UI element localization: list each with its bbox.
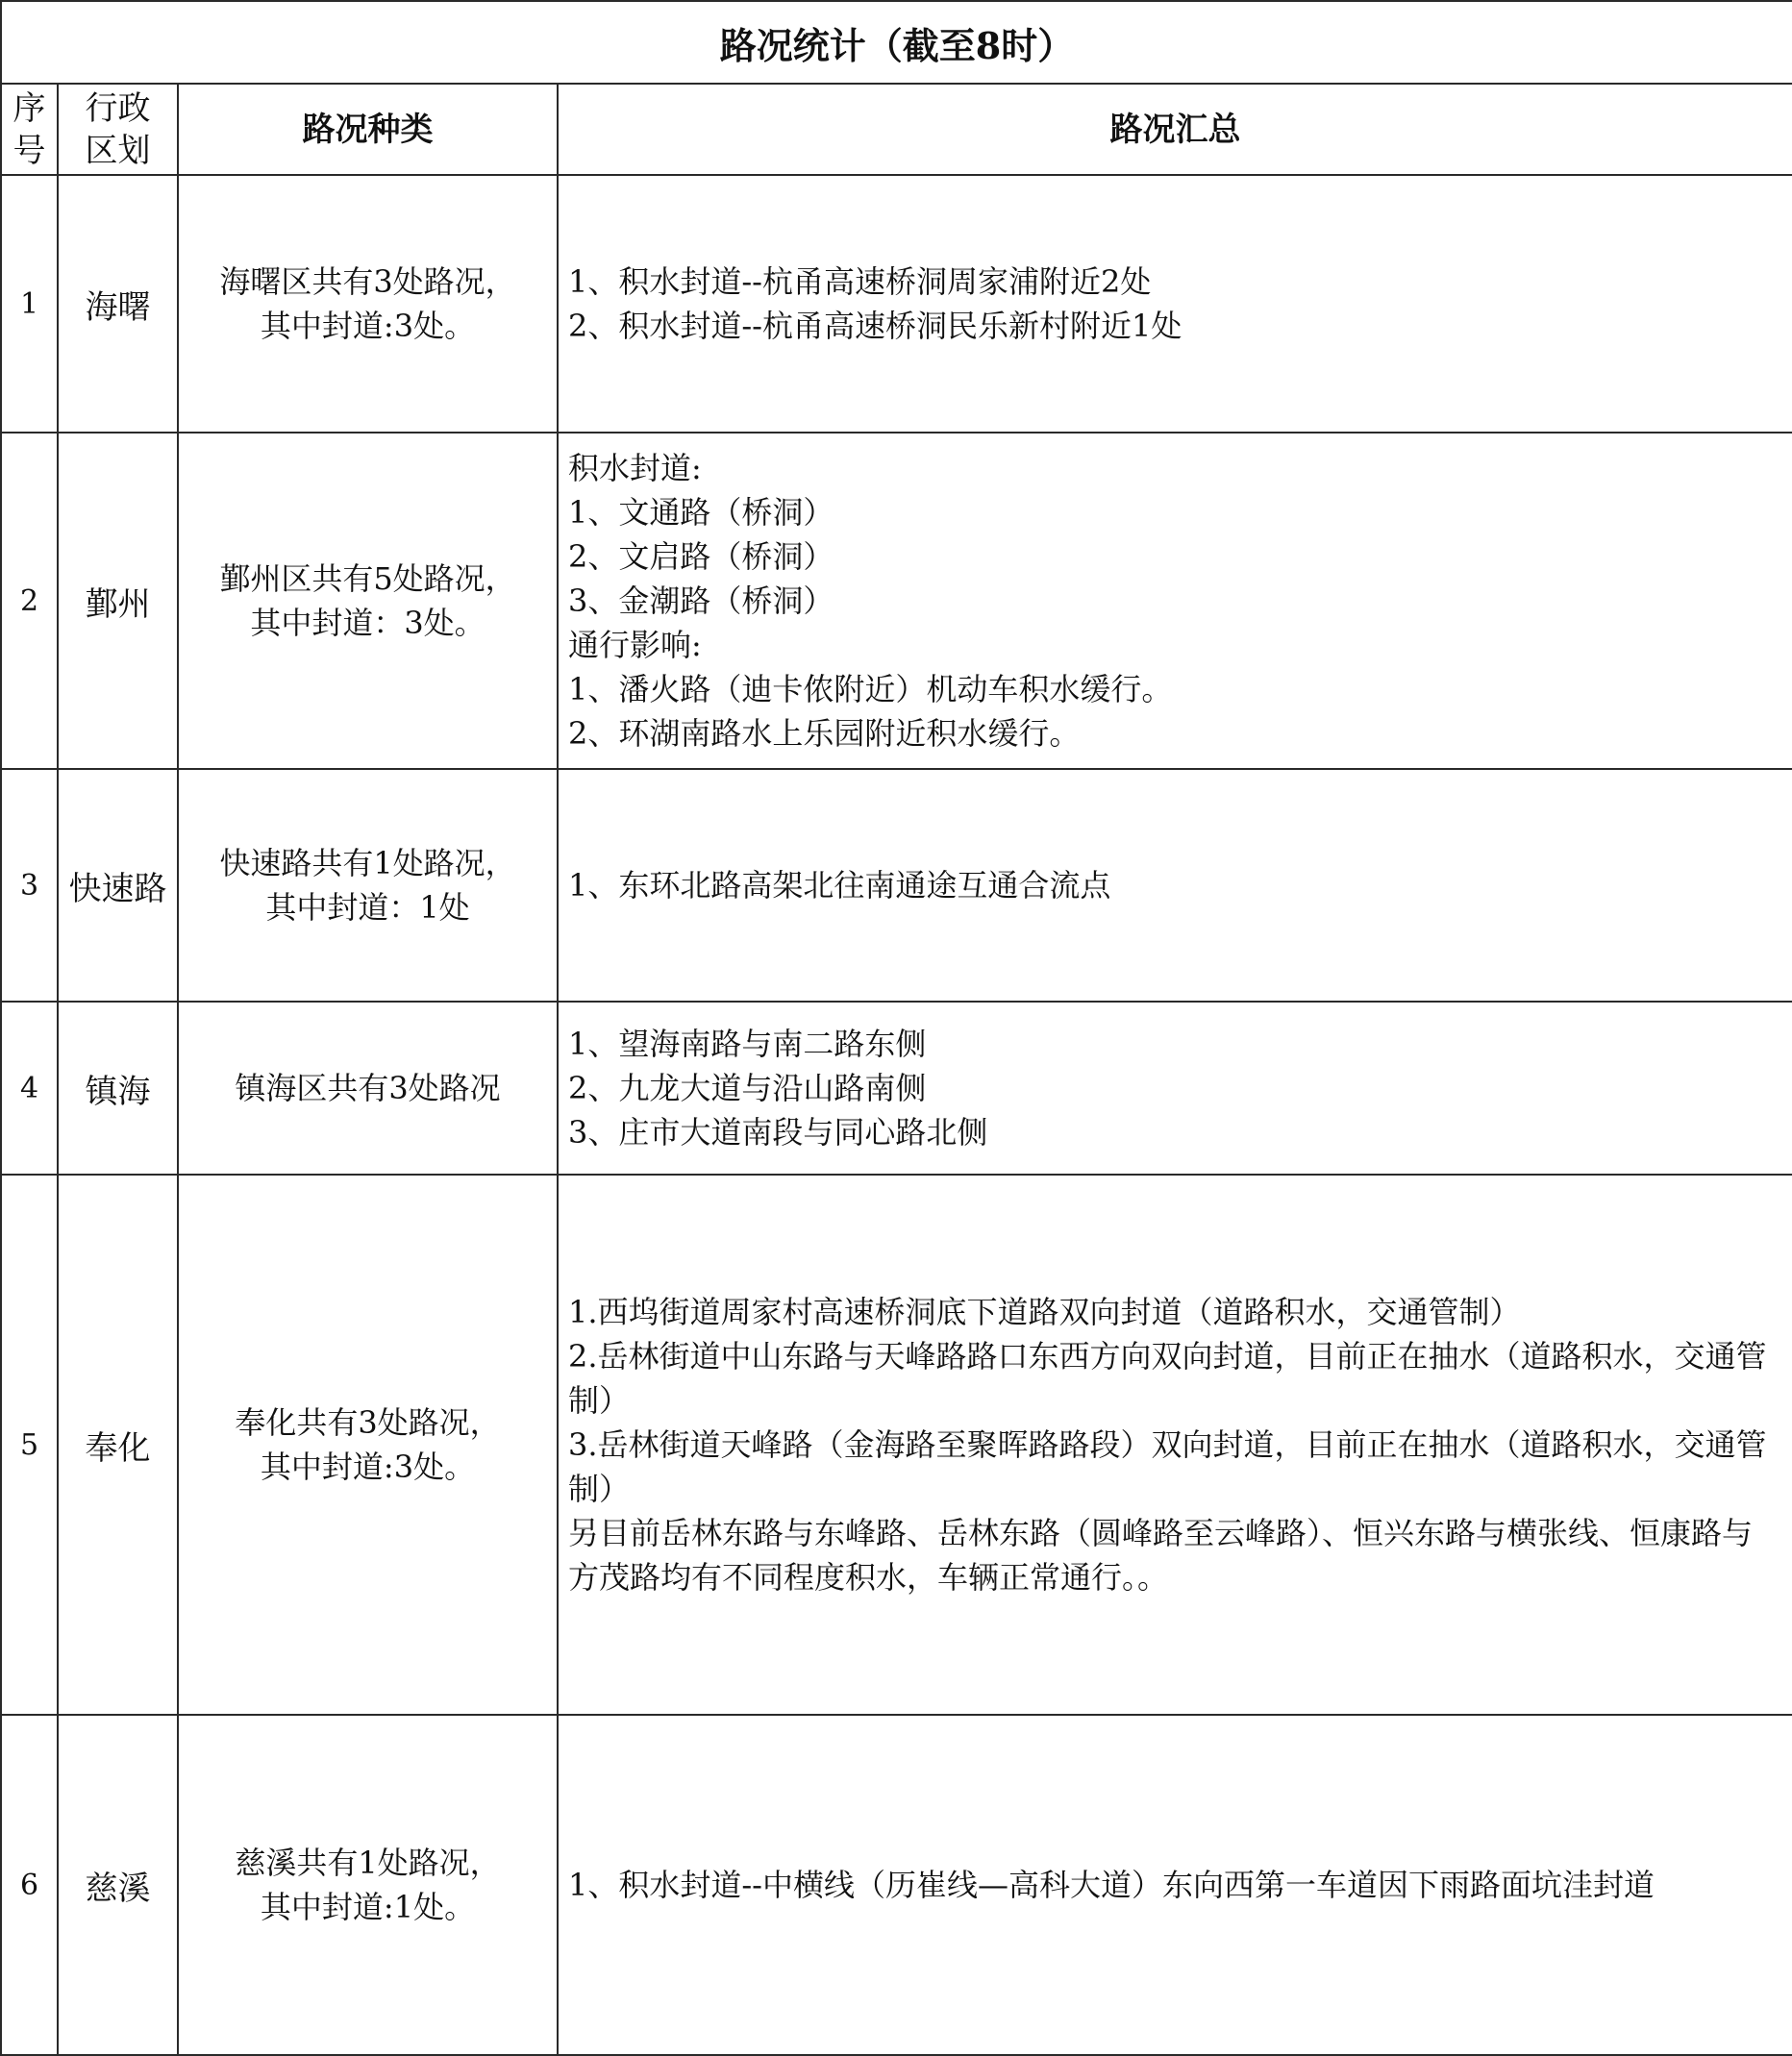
header-row: [1, 84, 1792, 175]
detail-line: 1.西坞街道周家村高速桥洞底下道路双向封道（道路积水，交通管制）: [568, 1294, 1521, 1330]
summary-line: 鄞州区共有5处路况，: [219, 560, 516, 597]
summary-line: 其中封道：3处。: [250, 605, 485, 641]
summary-line: 海曙区共有3处路况，: [219, 263, 516, 300]
row-district: 奉化: [58, 1175, 178, 1715]
header-district-line: 区划: [85, 131, 151, 170]
title-row: [1, 1, 1792, 84]
table-body: [1, 175, 1792, 2055]
table-row: [1, 175, 1792, 433]
summary-line: 慈溪共有1处路况，: [235, 1845, 501, 1881]
row-details: [558, 1002, 1792, 1175]
detail-line: 2、积水封道--杭甬高速桥洞民乐新村附近1处: [568, 308, 1182, 344]
row-index: 3: [1, 769, 58, 1002]
table-row: [1, 1715, 1792, 2055]
detail-line: 1、积水封道--杭甬高速桥洞周家浦附近2处: [568, 263, 1152, 300]
header-index-line: 序: [12, 88, 46, 128]
row-summary: [178, 1002, 558, 1175]
summary-line: 其中封道：1处: [265, 889, 470, 926]
header-district-line: 行政: [85, 88, 151, 128]
summary-line: 快速路共有1处路况，: [219, 845, 516, 881]
row-index: 5: [1, 1175, 58, 1715]
detail-line: 2、环湖南路水上乐园附近积水缓行。: [568, 715, 1081, 752]
table-row: [1, 433, 1792, 769]
row-details: [558, 175, 1792, 433]
row-district: 海曙: [58, 175, 178, 433]
detail-line: 3、庄市大道南段与同心路北侧: [568, 1114, 988, 1151]
row-district: 快速路: [58, 769, 178, 1002]
row-summary: [178, 175, 558, 433]
row-summary: [178, 1715, 558, 2055]
detail-line: 3、金潮路（桥洞）: [568, 582, 834, 619]
summary-line: 镇海区共有3处路况: [235, 1070, 501, 1106]
detail-line: 1、积水封道--中横线（历崔线—高科大道）东向西第一车道因下雨路面坑洼封道: [568, 1867, 1655, 1903]
header-summary: 路况汇总: [558, 84, 1792, 175]
detail-line: 1、潘火路（迪卡侬附近）机动车积水缓行。: [568, 671, 1173, 707]
header-index-line: 号: [12, 131, 46, 170]
summary-line: 奉化共有3处路况，: [235, 1404, 501, 1441]
detail-line: 积水封道:: [568, 450, 702, 486]
table-row: [1, 769, 1792, 1002]
row-details: [558, 1175, 1792, 1715]
row-summary: [178, 769, 558, 1002]
header-index: [1, 84, 58, 175]
row-district: 镇海: [58, 1002, 178, 1175]
detail-line: 3.岳林街道天峰路（金海路至聚晖路路段）双向封道，目前正在抽水（道路积水，交通管制）: [568, 1426, 1767, 1507]
detail-line: 2.岳林街道中山东路与天峰路路口东西方向双向封道，目前正在抽水（道路积水，交通管制）: [568, 1338, 1767, 1419]
summary-line: 其中封道:3处。: [260, 308, 476, 344]
row-summary: [178, 1175, 558, 1715]
row-summary: [178, 433, 558, 769]
detail-line: 2、文启路（桥洞）: [568, 538, 834, 575]
header-type: 路况种类: [178, 84, 558, 175]
row-details: [558, 769, 1792, 1002]
detail-line: 1、东环北路高架北往南通途互通合流点: [568, 867, 1111, 904]
table-row: [1, 1175, 1792, 1715]
row-index: 6: [1, 1715, 58, 2055]
row-district: 慈溪: [58, 1715, 178, 2055]
header-district: [58, 84, 178, 175]
detail-line: 1、望海南路与南二路东侧: [568, 1026, 927, 1062]
row-index: 1: [1, 175, 58, 433]
table-title: 路况统计（截至8时）: [1, 1, 1792, 84]
summary-line: 其中封道:3处。: [260, 1449, 476, 1485]
row-district: 鄞州: [58, 433, 178, 769]
row-details: [558, 1715, 1792, 2055]
row-index: 4: [1, 1002, 58, 1175]
detail-line: 通行影响:: [568, 627, 702, 663]
detail-line: 2、九龙大道与沿山路南侧: [568, 1070, 927, 1106]
detail-line: 1、文通路（桥洞）: [568, 494, 834, 531]
row-index: 2: [1, 433, 58, 769]
row-details: [558, 433, 1792, 769]
summary-line: 其中封道:1处。: [260, 1889, 476, 1925]
detail-line: 另目前岳林东路与东峰路、岳林东路（圆峰路至云峰路）、恒兴东路与横张线、恒康路与方茂路均有不同程度积水，车辆正常通行。。: [568, 1515, 1754, 1596]
table-row: [1, 1002, 1792, 1175]
